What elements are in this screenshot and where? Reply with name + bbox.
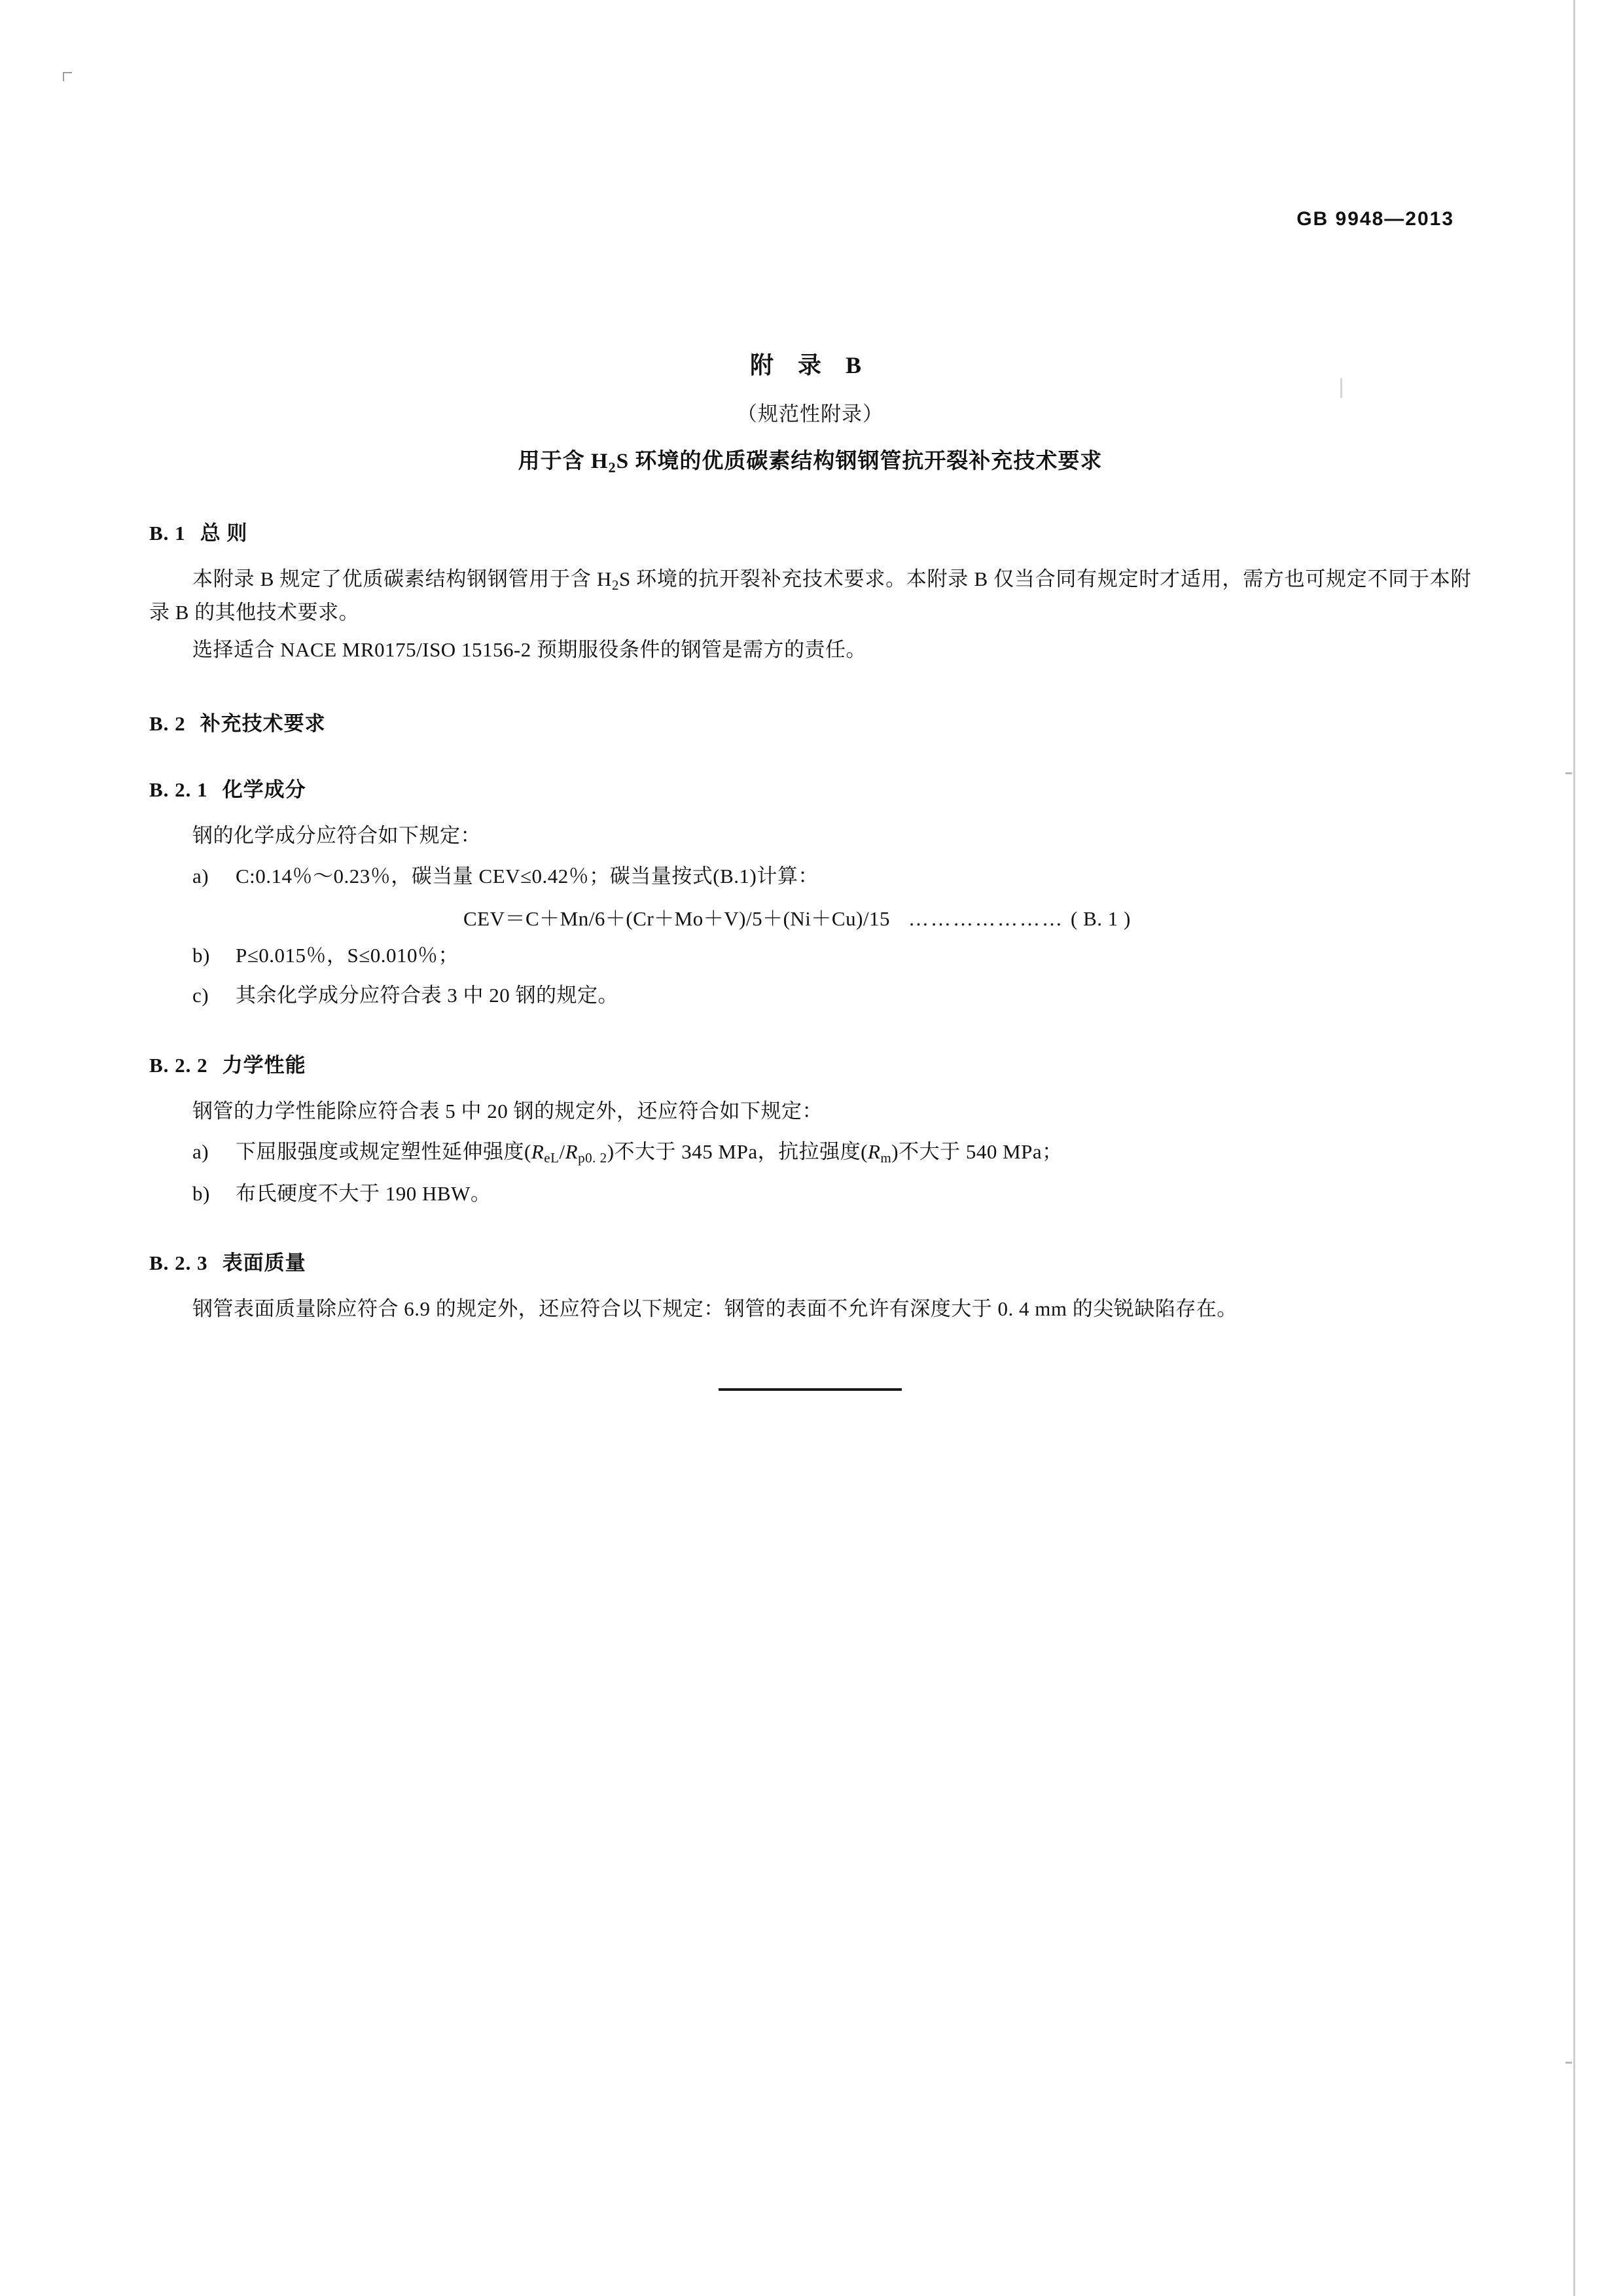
clause-number: B. 2. 1	[149, 778, 208, 801]
edge-tick	[1565, 772, 1572, 774]
list-item-text: 下屈服强度或规定塑性延伸强度$(R_{eL}/R_{p0. 2})$不大于 345 MPa，抗拉强度$(R_m)$不大于 540 MPa；	[236, 1139, 1063, 1166]
list-item	[149, 1136, 1471, 1170]
clause-title: 总 则	[200, 522, 248, 545]
list-item-text: 布氏硬度不大于 190 HBW。	[236, 1181, 491, 1205]
clause-title: 化学成分	[222, 778, 306, 801]
list-item	[149, 939, 1471, 972]
list-item	[149, 860, 1471, 893]
list-marker: c)	[192, 984, 209, 1007]
standard-number-header: GB 9948—2013	[1296, 208, 1454, 230]
formula-label: ( B. 1 )	[1071, 906, 1131, 930]
clause-heading-b22	[149, 1049, 1471, 1078]
formula-expression: CEV＝C＋Mn/6＋(Cr＋Mo＋V)/5＋(Ni＋Cu)/15	[463, 906, 890, 930]
annex-subtitle: （规范性附录）	[737, 403, 883, 425]
clause-number: B. 1	[149, 522, 186, 545]
paragraph-b23-1: 钢管表面质量除应符合 6.9 的规定外，还应符合以下规定：钢管的表面不允许有深度大于 0. 4 mm 的尖锐缺陷存在。	[192, 1297, 1238, 1321]
clause-title: 补充技术要求	[200, 711, 326, 735]
formula-b1	[149, 902, 1471, 931]
page-edge-line	[1573, 0, 1575, 2296]
annex-title: 附 录 B	[749, 352, 870, 378]
list-item-text: 其余化学成分应符合表 3 中 20 钢的规定。	[236, 984, 618, 1007]
list-item	[149, 1177, 1471, 1210]
paragraph-b1-1: 本附录 B 规定了优质碳素结构钢钢管用于含 $H_2S$ 环境的抗开裂补充技术要求。本附录 B 仅当合同有规定时才适用，需方也可规定不同于本附录 B 的其他技术要求。	[149, 567, 1471, 624]
clause-number: B. 2. 3	[149, 1251, 208, 1275]
clause-number: B. 2. 2	[149, 1053, 208, 1077]
list-item-text: P≤0.015％，S≤0.010％；	[236, 943, 459, 967]
formula-leader: …………………	[908, 906, 1064, 930]
clause-heading-b1	[149, 516, 1471, 546]
list-item	[149, 979, 1471, 1012]
clause-number: B. 2	[149, 711, 186, 735]
clause-heading-b2	[149, 707, 1471, 736]
list-marker: b)	[192, 1181, 210, 1205]
annex-name: 用于含 $H_2S$ 环境的优质碳素结构钢钢管抗开裂补充技术要求	[518, 450, 1103, 476]
paragraph-b22-lead: 钢管的力学性能除应符合表 5 中 20 钢的规定外，还应符合如下规定：	[192, 1099, 823, 1122]
section-end-rule	[719, 1388, 902, 1391]
list-item-text: C:0.14％～0.23％，碳当量 CEV≤0.42％；碳当量按式(B.1)计算：	[236, 864, 819, 888]
list-marker: a)	[192, 864, 209, 888]
clause-heading-b23	[149, 1246, 1471, 1276]
corner-registration-mark	[63, 72, 72, 73]
document-body	[149, 327, 1471, 1391]
corner-registration-mark	[63, 72, 64, 81]
list-marker: b)	[192, 943, 210, 967]
list-marker: a)	[192, 1139, 209, 1163]
clause-title: 表面质量	[222, 1251, 306, 1275]
clause-heading-b21	[149, 773, 1471, 802]
edge-tick	[1565, 2062, 1572, 2064]
paragraph-b1-2: 选择适合 NACE MR0175/ISO 15156-2 预期服役条件的钢管是需方的责任。	[192, 637, 867, 661]
paragraph-b21-lead: 钢的化学成分应符合如下规定：	[192, 823, 481, 847]
clause-title: 力学性能	[222, 1053, 306, 1077]
